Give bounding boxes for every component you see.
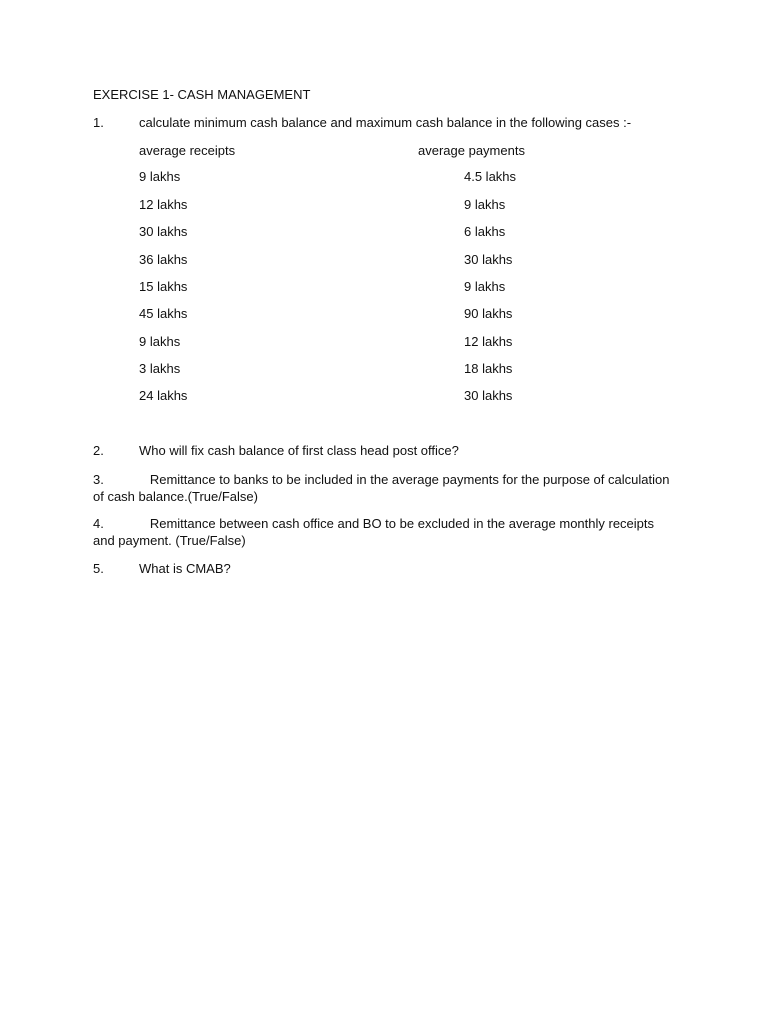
question-number: 1. bbox=[93, 115, 104, 130]
receipts-cell: 45 lakhs bbox=[139, 306, 188, 321]
table-row bbox=[0, 361, 768, 379]
payments-cell: 30 lakhs bbox=[464, 252, 513, 267]
receipts-cell: 24 lakhs bbox=[139, 388, 188, 403]
question-3 bbox=[93, 471, 678, 505]
payments-cell: 9 lakhs bbox=[464, 197, 506, 212]
question-number: 5. bbox=[93, 561, 104, 576]
table-row bbox=[0, 334, 768, 352]
question-text: Remittance between cash office and BO to be excluded in the average monthly receipts and payment. (True/False) bbox=[93, 516, 655, 548]
header-average-receipts: average receipts bbox=[139, 143, 236, 158]
payments-cell: 4.5 lakhs bbox=[464, 169, 517, 184]
question-number: 2. bbox=[93, 443, 104, 458]
receipts-cell: 36 lakhs bbox=[139, 252, 188, 267]
receipts-cell: 15 lakhs bbox=[139, 279, 188, 294]
receipts-cell: 9 lakhs bbox=[139, 169, 181, 184]
table-header bbox=[0, 143, 768, 161]
receipts-cell: 9 lakhs bbox=[139, 334, 181, 349]
receipts-cell: 3 lakhs bbox=[139, 361, 181, 376]
question-text: Remittance to banks to be included in the average payments for the purpose of calculation of cash balance.(True/False) bbox=[93, 472, 670, 504]
table-row bbox=[0, 197, 768, 215]
question-number: 3. bbox=[93, 472, 104, 487]
table-row bbox=[0, 224, 768, 242]
table-row bbox=[0, 388, 768, 406]
payments-cell: 6 lakhs bbox=[464, 224, 506, 239]
payments-cell: 90 lakhs bbox=[464, 306, 513, 321]
receipts-cell: 12 lakhs bbox=[139, 197, 188, 212]
header-average-payments: average payments bbox=[418, 143, 525, 158]
table-row bbox=[0, 306, 768, 324]
payments-cell: 12 lakhs bbox=[464, 334, 513, 349]
table-row bbox=[0, 279, 768, 297]
question-text: calculate minimum cash balance and maximum cash balance in the following cases :- bbox=[139, 115, 632, 130]
question-text: What is CMAB? bbox=[139, 561, 231, 576]
table-row bbox=[0, 252, 768, 270]
payments-cell: 18 lakhs bbox=[464, 361, 513, 376]
payments-cell: 9 lakhs bbox=[464, 279, 506, 294]
table-row bbox=[0, 169, 768, 187]
question-text: Who will fix cash balance of first class head post office? bbox=[139, 443, 459, 458]
exercise-title: EXERCISE 1- CASH MANAGEMENT bbox=[93, 87, 311, 102]
question-4 bbox=[93, 515, 678, 549]
payments-cell: 30 lakhs bbox=[464, 388, 513, 403]
question-number: 4. bbox=[93, 516, 104, 531]
receipts-cell: 30 lakhs bbox=[139, 224, 188, 239]
